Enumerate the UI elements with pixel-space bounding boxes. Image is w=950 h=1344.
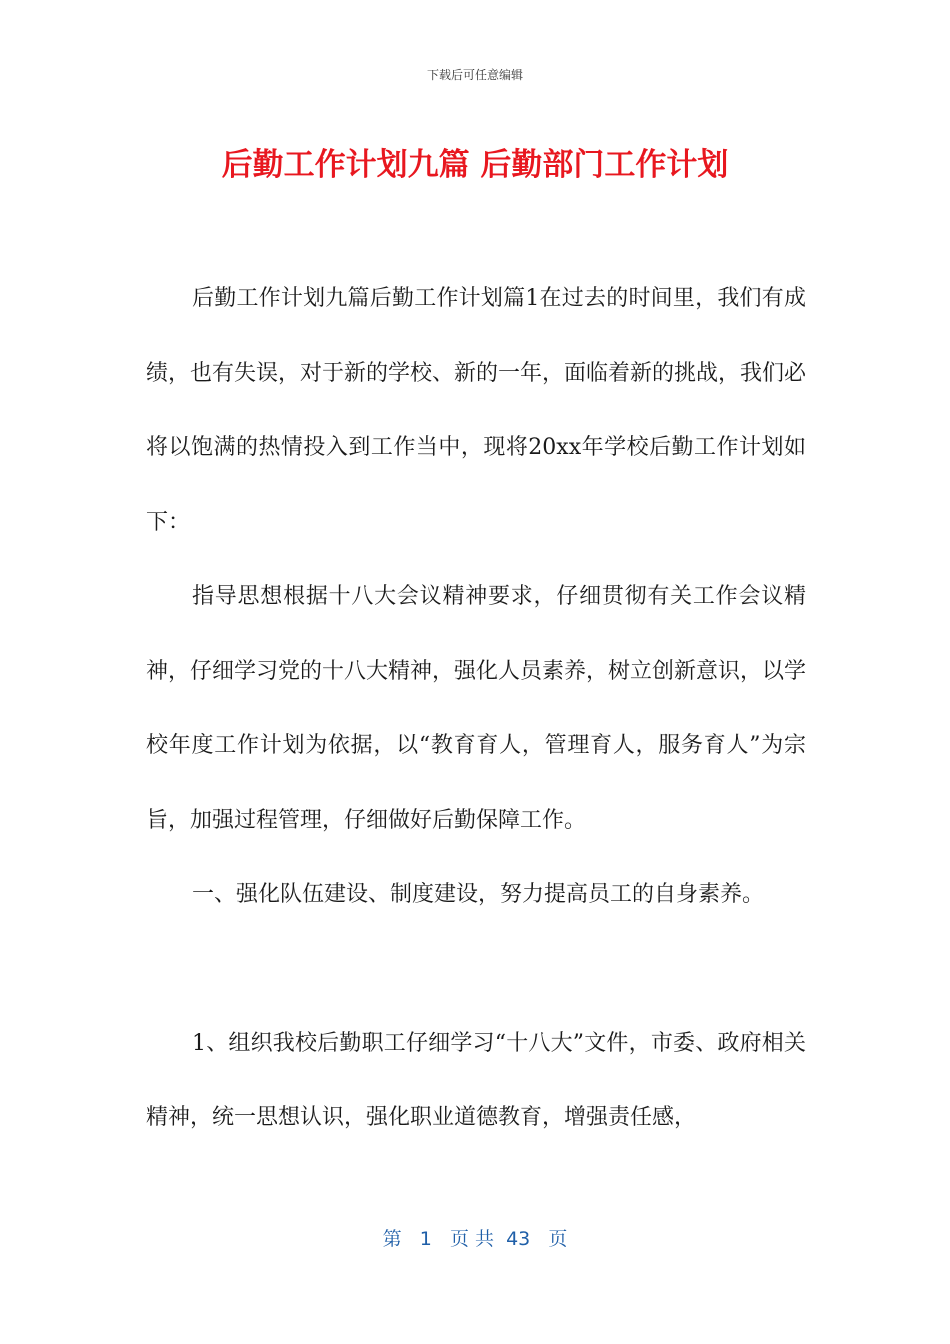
page-number: 第 1 页 共 43 页 [382, 1228, 568, 1250]
document-body [146, 262, 806, 1156]
header-note: 下载后可任意编辑 [426, 68, 523, 82]
paragraph-intro: 后勤工作计划九篇后勤工作计划篇1在过去的时间里，我们有成绩，也有失误，对于新的学校、新的一年，面临着新的挑战，我们必将以饱满的热情投入到工作当中，现将20xx年学校后勤工作计划如下： [146, 286, 807, 535]
paragraph-item-one: 1、组织我校后勤职工仔细学习“十八大”文件，市委、政府相关精神，统一思想认识，强化职业道德教育，增强责任感， [146, 1030, 806, 1130]
paragraph-section-one: 一、强化队伍建设、制度建设，努力提高员工的自身素养。 [192, 882, 765, 907]
document-title: 后勤工作计划九篇 后勤部门工作计划 [221, 147, 729, 183]
paragraph-gap [146, 933, 806, 1007]
paragraph-guiding-thought: 指导思想根据十八大会议精神要求，仔细贯彻有关工作会议精神，仔细学习党的十八大精神，强化人员素养，树立创新意识，以学校年度工作计划为依据，以“教育育人，管理育人，服务育人”为宗旨，加强过程管理，仔细做好后勤保障工作。 [146, 584, 807, 833]
